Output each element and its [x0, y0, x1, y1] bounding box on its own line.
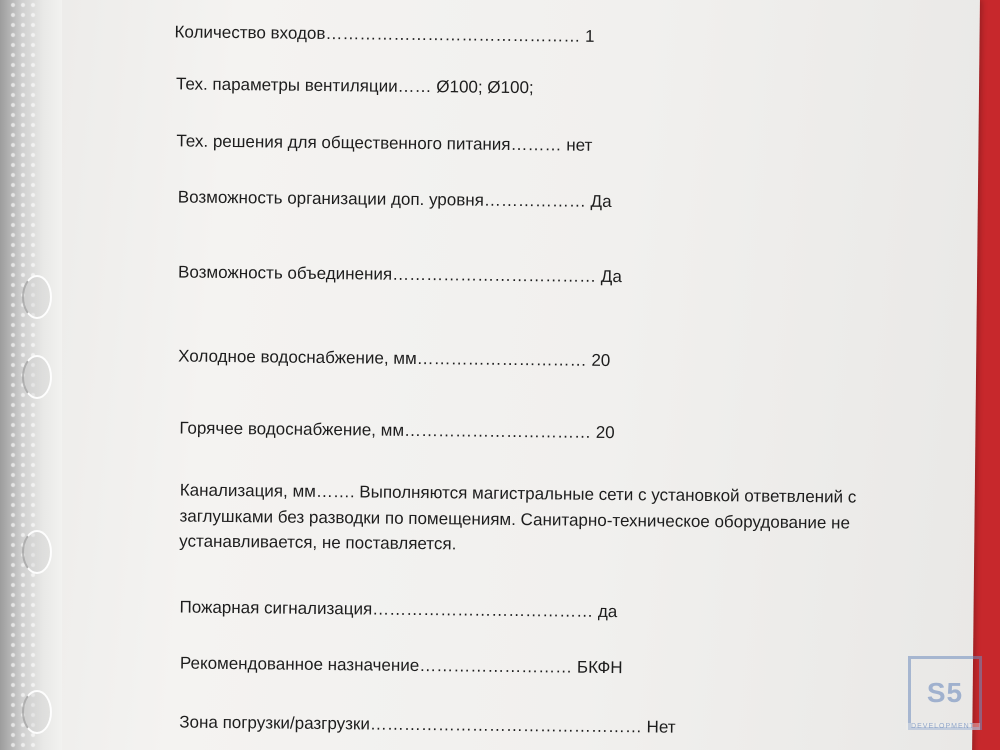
spec-catering: Тех. решения для общественного питания……… нет: [176, 131, 593, 155]
spec-extra-level: Возможность организации доп. уровня……………… Да: [177, 187, 612, 211]
spec-ventilation: Тех. параметры вентиляции…… Ø100; Ø100;: [175, 74, 534, 98]
document-page: [32, 0, 980, 750]
spec-merge: Возможность объединения……………………………… Да: [177, 262, 622, 287]
punch-hole: [22, 355, 52, 399]
watermark-logo-text: S5: [926, 677, 964, 708]
spec-loading-zone: Зона погрузки/разгрузки………………………………………… Нет: [179, 712, 676, 737]
spec-purpose: Рекомендованное назначение……………………… БКФН: [179, 653, 623, 678]
spec-hot-water: Горячее водоснабжение, мм…………………………… 20: [179, 418, 615, 443]
punch-hole: [22, 275, 52, 319]
spec-cold-water: Холодное водоснабжение, мм………………………… 20: [178, 346, 611, 370]
watermark-logo: [908, 656, 982, 730]
watermark-subtitle: DEVELOPMENT: [906, 723, 980, 730]
spec-fire-alarm: Пожарная сигнализация………………………………… да: [179, 597, 618, 622]
punch-hole: [22, 690, 52, 734]
spec-sewerage: Канализация, мм……. Выполняются магистральные сети с установкой ответвлений с заглушками без разводки по помещениям. Санитарно-техническое оборудование не устанавливается, не поставляется.: [179, 480, 857, 554]
punch-hole: [22, 530, 52, 574]
spec-entrances: Количество входов……………………………………… 1: [174, 22, 595, 46]
